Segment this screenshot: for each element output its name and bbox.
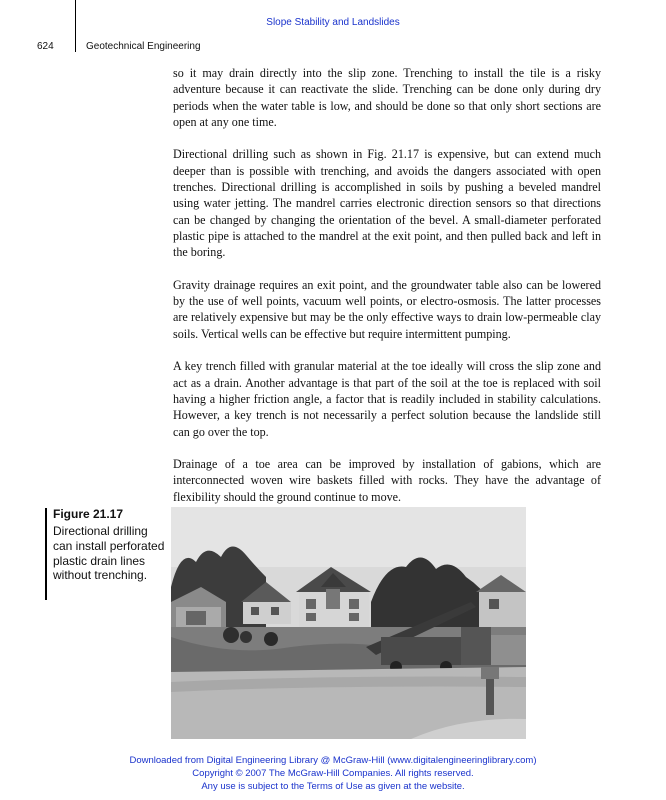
figure-label: Figure 21.17 [53, 507, 124, 521]
page-number: 624 [37, 41, 54, 52]
footer-line-1: Downloaded from Digital Engineering Library @ McGraw-Hill (www.digitalengineeringlibrary.com) [129, 755, 537, 766]
footer-line-2: Copyright © 2007 The McGraw-Hill Companies. All rights reserved. [192, 768, 474, 779]
paragraph: Gravity drainage requires an exit point, and the groundwater table also can be lowered by the use of well points, vacuum well points, or electro-osmosis. The latter processes are relatively expensive but may be the only effective ways to drain low-permeable clay soils. Vertical wells can be effective but require intermittent pumping. [173, 277, 601, 341]
footer-line-3: Any use is subject to the Terms of Use as given at the website. [201, 781, 465, 792]
paragraph: Directional drilling such as shown in Fig. 21.17 is expensive, but can extend much deeper than is possible with trenching, and avoids the dangers associated with open trenches. Directional drilling is accomplished in soils by pushing a beveled mandrel using water jetting. The mandrel carries electronic direction sensors so that directions can be changed by changing the orientation of the bevel. A small-diameter perforated plastic pipe is attached to the mandrel at the exit point, and then pulled back and left in the boring. [173, 147, 601, 260]
body-text [173, 65, 601, 521]
paragraph: A key trench filled with granular material at the toe ideally will cross the slip zone and act as a drain. Another advantage is that part of the soil at the toe is replaced with soil having a higher friction angle, a factor that is readily included in stability calculations. However, a key trench is not necessarily a perfect solution because the landslide still can go over the top. [173, 359, 601, 439]
running-head: Slope Stability and Landslides [266, 17, 400, 28]
paragraph: Drainage of a toe area can be improved by installation of gabions, which are interconnected woven wire baskets filled with rocks. They have the advantage of flexibility should the ground continue to move. [173, 457, 601, 504]
figure-caption: Directional drilling can install perforated plastic drain lines without trenching. [53, 524, 165, 583]
figure-caption-bar [45, 508, 47, 600]
paragraph: so it may drain directly into the slip zone. Trenching to install the tile is a risky adventure because it can reactivate the slide. Trenching can be done only during dry periods when the water table is low, and should be done so that only short sections are open at any one time. [173, 66, 601, 129]
header-rule [75, 0, 76, 52]
figure-photo [171, 507, 526, 739]
book-title: Geotechnical Engineering [86, 41, 201, 52]
